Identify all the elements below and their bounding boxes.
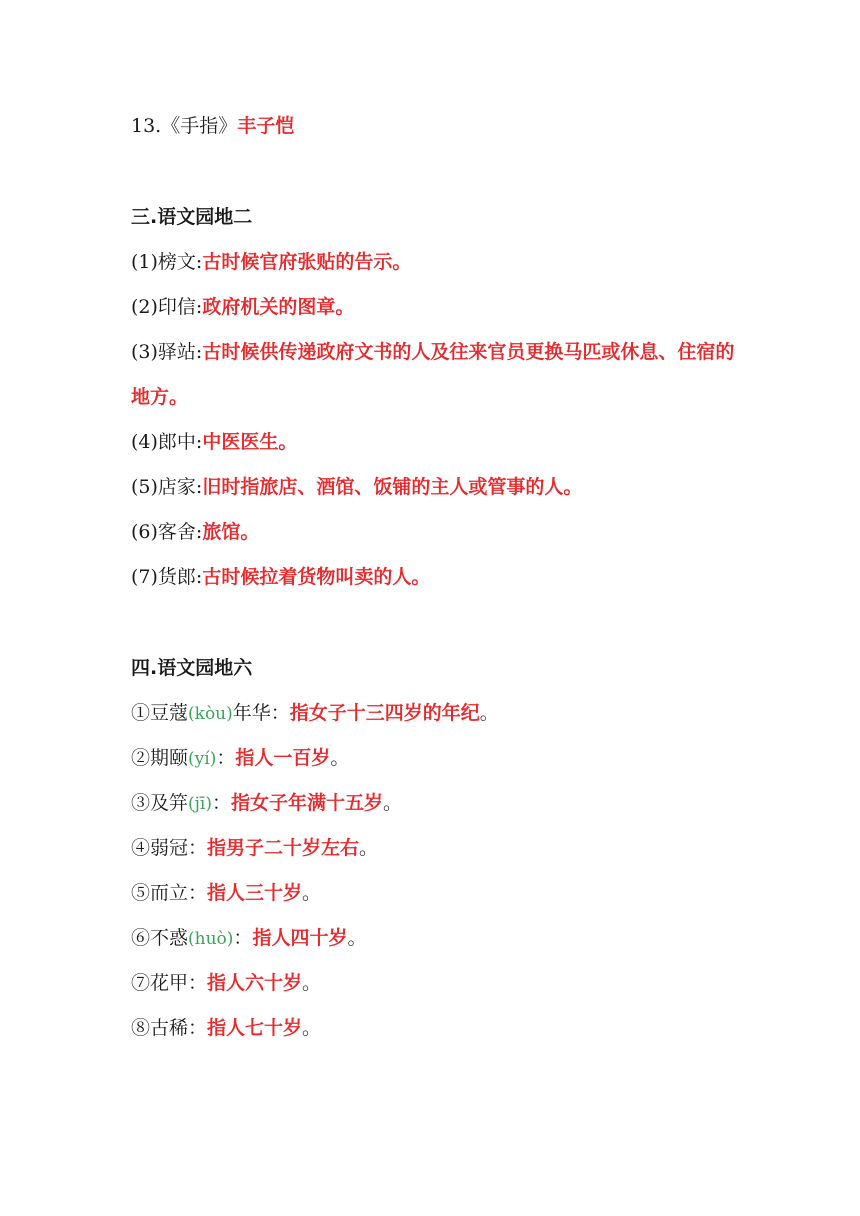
entry-definition: 指人七十岁 [207,1017,303,1039]
entry-definition: 中医医生。 [202,431,298,453]
entry-term: ⑦花甲： [131,972,208,994]
entry-definition: 指人六十岁 [207,972,303,994]
section-3-entry-5 [131,475,582,499]
entry-term: ②期颐 [131,747,189,769]
entry-term: ⑧古稀： [131,1017,208,1039]
entry-term: ④弱冠： [131,837,208,859]
entry-definition: 指人一百岁 [235,747,331,769]
entry-definition: 指女子十三四岁的年纪 [289,702,480,724]
entry-term: (3)驿站: [131,341,203,363]
entry-definition: 旧时指旅店、酒馆、饭铺的主人或管事的人。 [202,476,583,498]
entry-term: ③及笄 [131,792,189,814]
entry-definition-continued: 地方。 [131,386,189,408]
item-13-author: 丰子恺 [237,115,295,137]
entry-term: (5)店家: [131,476,203,498]
section-4-entry-3 [131,791,402,816]
entry-term-suffix: ： [233,927,253,949]
section-3-entry-4 [131,430,297,454]
section-4-entry-5 [131,881,321,905]
entry-end: 。 [479,702,499,724]
section-3-entry-2 [131,295,354,319]
entry-pinyin: (huò) [188,929,234,949]
section-4-entry-6 [131,926,366,951]
entry-definition: 指男子二十岁左右 [207,837,360,859]
section-4-entry-7 [131,971,321,995]
section-4-entry-1 [131,701,499,726]
section-3-entry-3 [131,340,734,364]
section-4-entry-4 [131,836,378,860]
entry-term: ⑤而立： [131,882,208,904]
section-3-heading: 三.语文园地二 [131,206,253,228]
entry-definition: 指人四十岁 [252,927,348,949]
section-4-entry-2 [131,746,349,771]
entry-definition: 指女子年满十五岁 [231,792,384,814]
section-4-entry-8 [131,1016,321,1040]
entry-term: ⑥不惑 [131,927,189,949]
section-4-heading: 四.语文园地六 [131,657,253,679]
item-13 [131,114,294,138]
entry-pinyin: (kòu) [188,704,233,724]
entry-pinyin: (yí) [188,749,217,769]
entry-end: 。 [302,1017,322,1039]
entry-term: (1)榜文: [131,251,203,273]
entry-end: 。 [330,747,350,769]
section-3-entry-1 [131,250,411,274]
entry-definition: 古时候供传递政府文书的人及往来官员更换马匹或休息、住宿的 [202,341,735,363]
entry-term: (6)客舍: [131,521,203,543]
entry-end: 。 [347,927,367,949]
entry-term-suffix: 年华： [232,702,290,724]
entry-term-suffix: ： [212,792,232,814]
entry-term: (7)货郎: [131,566,203,588]
entry-term: ①豆蔻 [131,702,189,724]
section-3-entry-7 [131,565,430,589]
entry-definition: 政府机关的图章。 [202,296,355,318]
entry-end: 。 [359,837,379,859]
entry-pinyin: (jī) [188,794,212,814]
entry-end: 。 [383,792,403,814]
entry-term-suffix: ： [216,747,236,769]
item-13-label: 13.《手指》 [131,115,238,137]
section-3-entry-3-continued [131,385,188,409]
entry-end: 。 [302,972,322,994]
entry-definition: 旅馆。 [202,521,260,543]
entry-definition: 古时候官府张贴的告示。 [202,251,412,273]
entry-definition: 指人三十岁 [207,882,303,904]
entry-end: 。 [302,882,322,904]
entry-term: (4)郎中: [131,431,203,453]
entry-term: (2)印信: [131,296,203,318]
entry-definition: 古时候拉着货物叫卖的人。 [202,566,431,588]
section-3-entry-6 [131,520,259,544]
